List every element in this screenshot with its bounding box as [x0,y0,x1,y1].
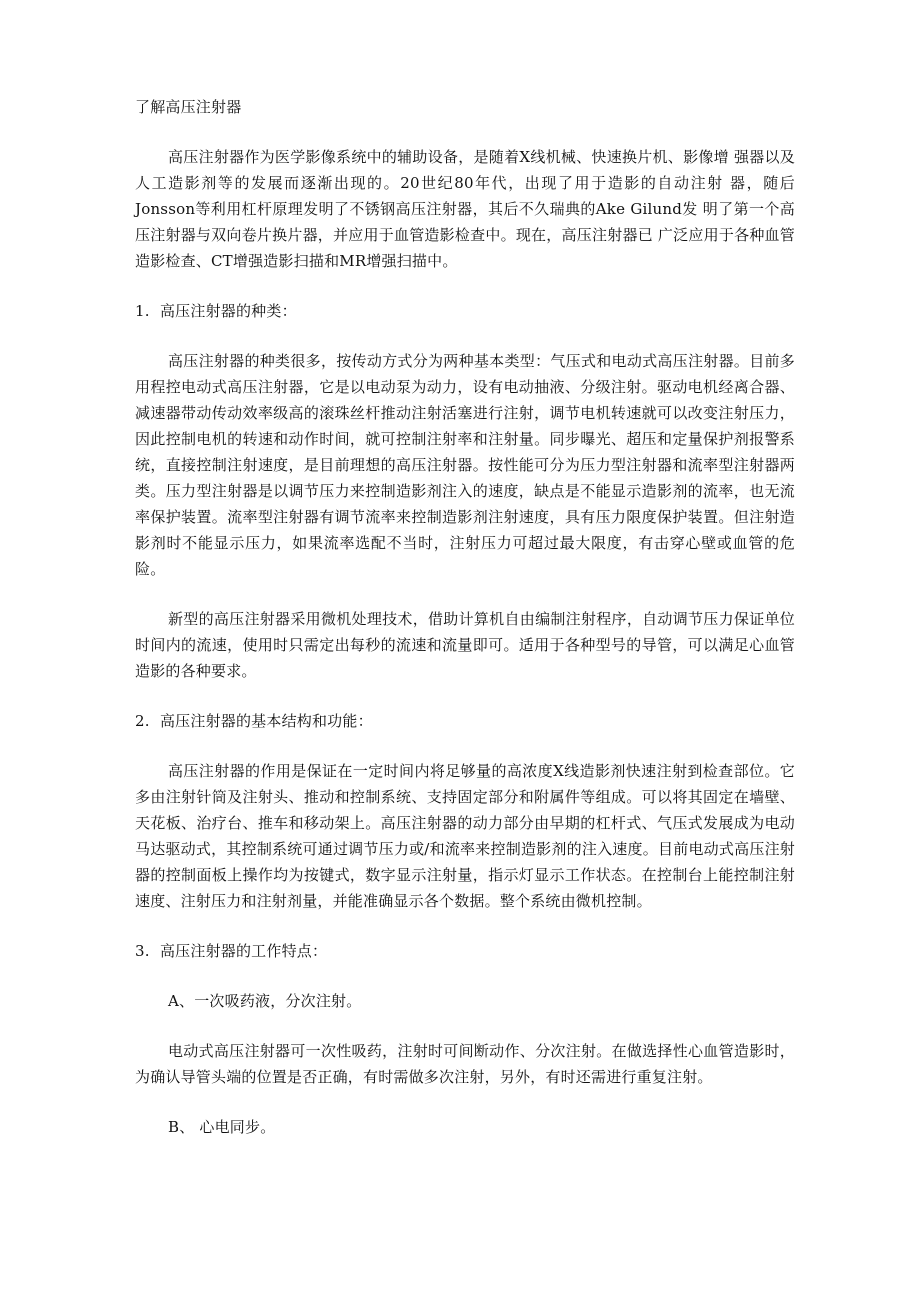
section-title: 高压注射器的工作特点： [159,942,328,960]
intro-paragraph: 高压注射器作为医学影像系统中的辅助设备，是随着X线机械、快速换片机、影像增 强器以及人工造影剂等的发展而逐渐出现的。20世纪80年代，出现了用于造影的自动注射 器，随后Jonsson等利用杠杆原理发明了不锈钢高压注射器，其后不久瑞典的Ake Gilund发 明了第一个高压注射器与双向卷片换片器，并应用于血管造影检查中。现在，高压注射器已 广泛应用于各种血管造影检查、CT增强造影扫描和MR增强扫描中。 [135,148,795,270]
section-number: 1. [135,302,150,320]
section-2-paragraph-1: 高压注射器的作用是保证在一定时间内将足够量的高浓度X线造影剂快速注射到检查部位。它多由注射针筒及注射头、推动和控制系统、支持固定部分和附属件等组成。可以将其固定在墙壁、天花板、治疗台、推车和移动架上。高压注射器的动力部分由早期的杠杆式、气压式发展成为电动马达驱动式，其控制系统可通过调节压力或/和流率来控制造影剂的注入速度。目前电动式高压注射器的控制面板上操作均为按键式，数字显示注射量，指示灯显示工作状态。在控制台上能控制注射速度、注射压力和注射剂量，并能准确显示各个数据。整个系统由微机控制。 [135,762,795,910]
section-1-paragraph-1: 高压注射器的种类很多，按传动方式分为两种基本类型：气压式和电动式高压注射器。目前多用程控电动式高压注射器，它是以电动泵为动力，设有电动抽液、分级注射。驱动电机经离合器、减速器带动传动效率级高的滚珠丝杆推动注射活塞进行注射，调节电机转速就可以改变注射压力，因此控制电机的转速和动作时间，就可控制注射率和注射量。同步曝光、超压和定量保护剂报警系统，直接控制注射速度，是目前理想的高压注射器。按性能可分为压力型注射器和流率型注射器两类。压力型注射器是以调节压力来控制造影剂注入的速度，缺点是不能显示造影剂的流率，也无流率保护装置。流率型注射器有调节流率来控制造影剂注射速度，具有压力限度保护装置。但注射造影剂时不能显示压力，如果流率选配不当时，注射压力可超过最大限度，有击穿心壁或血管的危险。 [135,352,795,578]
document-body [135,94,795,1164]
section-number: 2. [135,712,150,730]
section-title: 高压注射器的种类： [159,302,297,320]
section-2-heading [135,708,795,734]
section-3-heading [135,938,795,964]
subsection-a-paragraph: 电动式高压注射器可一次性吸药，注射时可间断动作、分次注射。在做选择性心血管造影时，为确认导管头端的位置是否正确，有时需做多次注射，另外，有时还需进行重复注射。 [135,1042,795,1086]
subsection-b-label: B、 心电同步。 [168,1118,276,1136]
subsection-a-label: A、一次吸药液，分次注射。 [168,992,362,1010]
section-number: 3. [135,942,150,960]
document-title: 了解高压注射器 [135,98,242,116]
section-1-heading [135,298,795,324]
section-title: 高压注射器的基本结构和功能： [159,712,373,730]
section-1-paragraph-2: 新型的高压注射器采用微机处理技术，借助计算机自由编制注射程序，自动调节压力保证单位时间内的流速，使用时只需定出每秒的流速和流量即可。适用于各种型号的导管，可以满足心血管造影的各种要求。 [135,610,795,680]
